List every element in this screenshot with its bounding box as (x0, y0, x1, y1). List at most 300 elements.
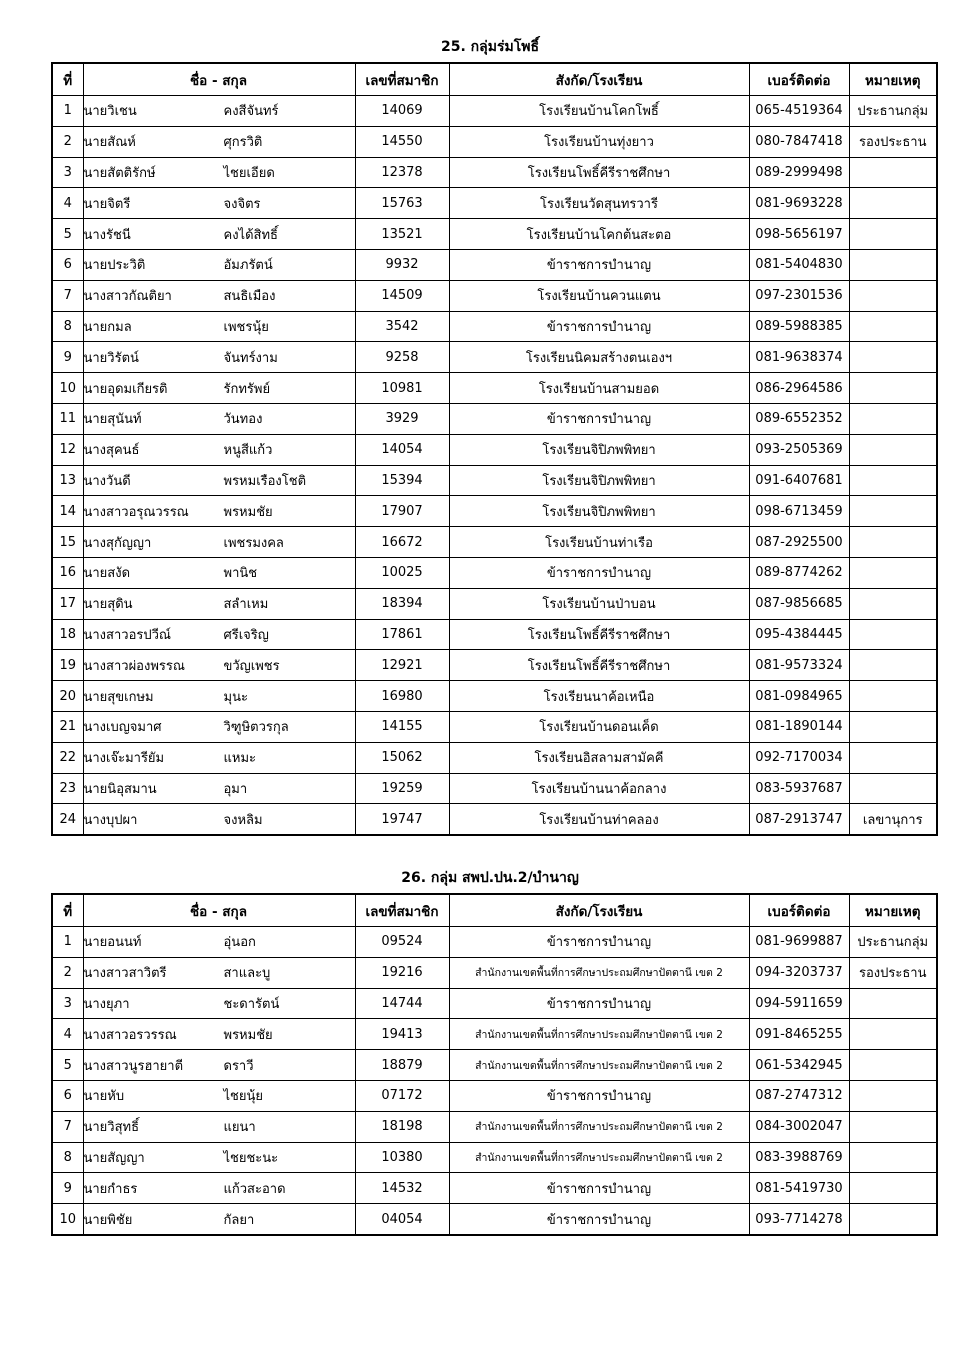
last-name: สลำเหม (223, 597, 269, 613)
table-row (52, 988, 937, 1019)
first-name: นายสุดิน (83, 597, 133, 613)
table-row (52, 557, 937, 588)
cell-row-number: 16 (52, 557, 83, 588)
cell-phone: 080-7847418 (749, 126, 849, 157)
cell-full-name (83, 557, 355, 588)
table-row (52, 1173, 937, 1204)
cell-note (849, 711, 937, 742)
cell-row-number: 15 (52, 527, 83, 558)
cell-row-number: 4 (52, 188, 83, 219)
table-row (52, 249, 937, 280)
first-name: นายวิเชน (83, 104, 137, 120)
cell-school: โรงเรียนจิปิภพพิทยา (449, 496, 749, 527)
last-name: ไชยเอียด (223, 165, 275, 181)
first-name: นางยุภา (83, 996, 130, 1012)
last-name: พานิช (223, 566, 258, 582)
cell-school: ข้าราชการบำนาญ (449, 988, 749, 1019)
table-row (52, 711, 937, 742)
cell-school: ข้าราชการบำนาญ (449, 249, 749, 280)
cell-school: โรงเรียนบ้านป่าบอน (449, 588, 749, 619)
cell-phone: 087-2925500 (749, 527, 849, 558)
table-header-row (52, 894, 937, 927)
cell-member-number: 10380 (355, 1142, 449, 1173)
cell-member-number: 16980 (355, 681, 449, 712)
table-row (52, 527, 937, 558)
cell-row-number: 24 (52, 804, 83, 835)
first-name: นางรัชนี (83, 227, 131, 243)
cell-member-number: 18879 (355, 1050, 449, 1081)
cell-school: สำนักงานเขตพื้นที่การศึกษาประถมศึกษาปัตตานี เขต 2 (449, 1019, 749, 1050)
table-row (52, 126, 937, 157)
cell-note (849, 557, 937, 588)
cell-school: โรงเรียนบ้านโคกต้นสะตอ (449, 219, 749, 250)
cell-full-name (83, 496, 355, 527)
cell-row-number: 5 (52, 1050, 83, 1081)
cell-phone: 094-3203737 (749, 957, 849, 988)
first-name: นายประวิติ (83, 258, 146, 274)
first-name: นางวันดี (83, 473, 131, 489)
first-name: นางบุปผา (83, 812, 138, 828)
cell-row-number: 7 (52, 1111, 83, 1142)
cell-full-name (83, 1173, 355, 1204)
cell-phone: 061-5342945 (749, 1050, 849, 1081)
cell-row-number: 20 (52, 681, 83, 712)
last-name: พรหมชัย (223, 1027, 273, 1043)
cell-member-number: 10025 (355, 557, 449, 588)
cell-note (849, 1019, 937, 1050)
cell-note (849, 1111, 937, 1142)
cell-phone: 087-2747312 (749, 1080, 849, 1111)
cell-school: โรงเรียนจิปิภพพิทยา (449, 434, 749, 465)
cell-school: สำนักงานเขตพื้นที่การศึกษาประถมศึกษาปัตตานี เขต 2 (449, 1050, 749, 1081)
last-name: ไชยนุ้ย (223, 1089, 263, 1105)
cell-member-number: 14744 (355, 988, 449, 1019)
cell-phone: 093-7714278 (749, 1204, 849, 1235)
first-name: นายอุดมเกียรติ (83, 381, 168, 397)
table-row (52, 742, 937, 773)
cell-member-number: 18198 (355, 1111, 449, 1142)
first-name: นายสุขเกษม (83, 689, 154, 705)
cell-full-name (83, 157, 355, 188)
cell-note (849, 1050, 937, 1081)
cell-school: ข้าราชการบำนาญ (449, 557, 749, 588)
first-name: นางสาวผ่องพรรณ (83, 658, 185, 674)
last-name: พรหมเรืองโชติ (223, 473, 307, 489)
cell-phone: 087-9856685 (749, 588, 849, 619)
last-name: ศุกรวิติ (223, 135, 263, 151)
cell-member-number: 18394 (355, 588, 449, 619)
cell-full-name (83, 1019, 355, 1050)
cell-member-number: 3542 (355, 311, 449, 342)
cell-row-number: 8 (52, 1142, 83, 1173)
cell-full-name (83, 219, 355, 250)
cell-note (849, 249, 937, 280)
first-name: นางเบญจมาศ (83, 720, 162, 736)
header-member-no: เลขที่สมาชิก (355, 63, 449, 96)
header-name: ชื่อ - สกุล (83, 63, 355, 96)
cell-row-number: 2 (52, 126, 83, 157)
first-name: นางสาวนูรฮายาตี (83, 1058, 184, 1074)
last-name: ไชยชะนะ (223, 1150, 279, 1166)
cell-school: โรงเรียนนิคมสร้างตนเองฯ (449, 342, 749, 373)
cell-school: สำนักงานเขตพื้นที่การศึกษาประถมศึกษาปัตตานี เขต 2 (449, 1111, 749, 1142)
last-name: สนธิเมือง (223, 289, 276, 305)
cell-full-name (83, 681, 355, 712)
cell-note (849, 403, 937, 434)
cell-full-name (83, 373, 355, 404)
cell-row-number: 7 (52, 280, 83, 311)
last-name: จันทร์งาม (223, 350, 278, 366)
header-school: สังกัด/โรงเรียน (449, 63, 749, 96)
table-row (52, 280, 937, 311)
cell-row-number: 17 (52, 588, 83, 619)
cell-school: โรงเรียนโพธิ์คีรีราชศึกษา (449, 650, 749, 681)
first-name: นายอนนท์ (83, 935, 142, 951)
cell-full-name (83, 742, 355, 773)
first-name: นายกำธร (83, 1181, 138, 1197)
cell-note (849, 434, 937, 465)
cell-member-number: 10981 (355, 373, 449, 404)
cell-note (849, 311, 937, 342)
cell-member-number: 12378 (355, 157, 449, 188)
table-row (52, 403, 937, 434)
cell-row-number: 9 (52, 342, 83, 373)
cell-school: โรงเรียนบ้านโคกโพธิ์ (449, 96, 749, 127)
section-title-26: 26. กลุ่ม สพป.ปน.2/บำนาญ (401, 870, 579, 886)
cell-note (849, 1204, 937, 1235)
first-name: นายสัณห์ (83, 135, 136, 151)
cell-school: โรงเรียนบ้านท่าเรือ (449, 527, 749, 558)
table-row (52, 157, 937, 188)
cell-phone: 081-9693228 (749, 188, 849, 219)
cell-full-name (83, 1111, 355, 1142)
cell-member-number: 14069 (355, 96, 449, 127)
cell-full-name (83, 434, 355, 465)
cell-phone: 093-2505369 (749, 434, 849, 465)
cell-note: รองประธาน (849, 126, 937, 157)
cell-member-number: 15062 (355, 742, 449, 773)
cell-phone: 094-5911659 (749, 988, 849, 1019)
cell-phone: 081-5404830 (749, 249, 849, 280)
cell-phone: 089-8774262 (749, 557, 849, 588)
last-name: พรหมชัย (223, 504, 273, 520)
last-name: แยนา (223, 1120, 256, 1136)
cell-school: โรงเรียนนาค้อเหนือ (449, 681, 749, 712)
cell-note (849, 219, 937, 250)
last-name: ดราวี (223, 1058, 254, 1074)
cell-full-name (83, 280, 355, 311)
cell-note (849, 527, 937, 558)
cell-note (849, 773, 937, 804)
cell-full-name (83, 650, 355, 681)
cell-full-name (83, 711, 355, 742)
table-row (52, 1142, 937, 1173)
cell-member-number: 9258 (355, 342, 449, 373)
cell-note (849, 650, 937, 681)
header-note: หมายเหตุ (849, 63, 937, 96)
cell-full-name (83, 927, 355, 958)
table-row (52, 96, 937, 127)
first-name: นายสัญญา (83, 1150, 145, 1166)
cell-phone: 089-5988385 (749, 311, 849, 342)
cell-phone: 081-0984965 (749, 681, 849, 712)
cell-row-number: 9 (52, 1173, 83, 1204)
table-row (52, 588, 937, 619)
roster-table-26 (51, 893, 938, 1236)
cell-row-number: 6 (52, 1080, 83, 1111)
cell-school: ข้าราชการบำนาญ (449, 927, 749, 958)
cell-row-number: 8 (52, 311, 83, 342)
cell-row-number: 13 (52, 465, 83, 496)
table-row (52, 496, 937, 527)
table-row (52, 773, 937, 804)
first-name: นางสุกัญญา (83, 535, 152, 551)
table-row (52, 1050, 937, 1081)
cell-row-number: 22 (52, 742, 83, 773)
first-name: นางสาวกัณติยา (83, 289, 172, 305)
section-title-25: 25. กลุ่มร่มโพธิ์ (441, 39, 539, 55)
cell-note (849, 373, 937, 404)
cell-row-number: 4 (52, 1019, 83, 1050)
cell-row-number: 3 (52, 157, 83, 188)
header-no: ที่ (52, 63, 83, 96)
last-name: ขวัญเพชร (223, 658, 280, 674)
cell-school: ข้าราชการบำนาญ (449, 403, 749, 434)
table-row (52, 1019, 937, 1050)
cell-note (849, 619, 937, 650)
cell-school: ข้าราชการบำนาญ (449, 1080, 749, 1111)
cell-phone: 098-5656197 (749, 219, 849, 250)
cell-note (849, 1080, 937, 1111)
last-name: รักทรัพย์ (223, 381, 271, 397)
cell-phone: 086-2964586 (749, 373, 849, 404)
last-name: สาและบู (223, 966, 271, 982)
cell-member-number: 17907 (355, 496, 449, 527)
cell-phone: 097-2301536 (749, 280, 849, 311)
cell-member-number: 14509 (355, 280, 449, 311)
cell-member-number: 14155 (355, 711, 449, 742)
cell-school: สำนักงานเขตพื้นที่การศึกษาประถมศึกษาปัตตานี เขต 2 (449, 1142, 749, 1173)
cell-note: ประธานกลุ่ม (849, 96, 937, 127)
cell-full-name (83, 957, 355, 988)
cell-member-number: 07172 (355, 1080, 449, 1111)
cell-full-name (83, 588, 355, 619)
cell-phone: 089-2999498 (749, 157, 849, 188)
first-name: นายพิชัย (83, 1212, 133, 1228)
cell-row-number: 3 (52, 988, 83, 1019)
last-name: เพชรนุ้ย (223, 319, 269, 335)
last-name: กัลยา (223, 1212, 255, 1228)
cell-note (849, 988, 937, 1019)
cell-row-number: 18 (52, 619, 83, 650)
first-name: นางสุคนธ์ (83, 443, 140, 459)
table-row (52, 681, 937, 712)
first-name: นายวิสุทธิ์ (83, 1120, 140, 1136)
cell-full-name (83, 988, 355, 1019)
last-name: วิฑูษิตวรกุล (223, 720, 289, 736)
cell-member-number: 9932 (355, 249, 449, 280)
first-name: นายหับ (83, 1089, 125, 1105)
header-school: สังกัด/โรงเรียน (449, 894, 749, 927)
last-name: ชะดารัตน์ (223, 996, 280, 1012)
first-name: นายจิตรี (83, 196, 131, 212)
cell-school: โรงเรียนบ้านทุ่งยาว (449, 126, 749, 157)
cell-phone: 087-2913747 (749, 804, 849, 835)
cell-row-number: 21 (52, 711, 83, 742)
cell-phone: 083-3988769 (749, 1142, 849, 1173)
roster-table-25 (51, 62, 938, 836)
cell-member-number: 13521 (355, 219, 449, 250)
cell-school: โรงเรียนจิปิภพพิทยา (449, 465, 749, 496)
table-row (52, 804, 937, 835)
last-name: แหมะ (223, 751, 256, 767)
cell-note (849, 496, 937, 527)
first-name: นายสุนันท์ (83, 412, 142, 428)
cell-school: โรงเรียนบ้านสามยอด (449, 373, 749, 404)
cell-note (849, 742, 937, 773)
cell-member-number: 16672 (355, 527, 449, 558)
table-row (52, 1080, 937, 1111)
last-name: อุมา (223, 781, 248, 797)
header-member-no: เลขที่สมาชิก (355, 894, 449, 927)
cell-phone: 095-4384445 (749, 619, 849, 650)
first-name: นางสาวสาวิตรี (83, 966, 167, 982)
first-name: นางเจ๊ะมารียัม (83, 751, 165, 767)
cell-row-number: 6 (52, 249, 83, 280)
cell-note: รองประธาน (849, 957, 937, 988)
cell-full-name (83, 527, 355, 558)
cell-note (849, 1173, 937, 1204)
cell-row-number: 1 (52, 96, 83, 127)
cell-full-name (83, 311, 355, 342)
cell-member-number: 15394 (355, 465, 449, 496)
table-row (52, 311, 937, 342)
table-header-row (52, 63, 937, 96)
cell-school: โรงเรียนวัดสุนทรวารี (449, 188, 749, 219)
cell-full-name (83, 1204, 355, 1235)
table-row (52, 1204, 937, 1235)
cell-member-number: 12921 (355, 650, 449, 681)
cell-phone: 091-8465255 (749, 1019, 849, 1050)
first-name: นายกมล (83, 319, 132, 335)
last-name: ศรีเจริญ (223, 627, 269, 643)
cell-school: โรงเรียนบ้านควนแตน (449, 280, 749, 311)
table-row (52, 957, 937, 988)
cell-school: โรงเรียนอิสลามสามัคคี (449, 742, 749, 773)
cell-phone: 091-6407681 (749, 465, 849, 496)
table-row (52, 927, 937, 958)
table-row (52, 219, 937, 250)
cell-row-number: 12 (52, 434, 83, 465)
cell-row-number: 1 (52, 927, 83, 958)
cell-note: เลขานุการ (849, 804, 937, 835)
cell-full-name (83, 804, 355, 835)
cell-member-number: 04054 (355, 1204, 449, 1235)
cell-school: โรงเรียนบ้านนาค้อกลาง (449, 773, 749, 804)
first-name: นายสงัด (83, 566, 131, 582)
cell-note (849, 588, 937, 619)
cell-note (849, 280, 937, 311)
cell-full-name (83, 188, 355, 219)
cell-phone: 084-3002047 (749, 1111, 849, 1142)
last-name: หนูสีแก้ว (223, 443, 273, 459)
cell-phone: 081-9638374 (749, 342, 849, 373)
cell-note: ประธานกลุ่ม (849, 927, 937, 958)
cell-member-number: 09524 (355, 927, 449, 958)
cell-full-name (83, 249, 355, 280)
cell-full-name (83, 1050, 355, 1081)
table-row (52, 465, 937, 496)
cell-full-name (83, 96, 355, 127)
header-name: ชื่อ - สกุล (83, 894, 355, 927)
cell-school: โรงเรียนโพธิ์คีรีราชศึกษา (449, 619, 749, 650)
cell-phone: 089-6552352 (749, 403, 849, 434)
cell-member-number: 19413 (355, 1019, 449, 1050)
cell-member-number: 14054 (355, 434, 449, 465)
first-name: นายนิอุสมาน (83, 781, 157, 797)
cell-row-number: 2 (52, 957, 83, 988)
cell-row-number: 5 (52, 219, 83, 250)
cell-school: ข้าราชการบำนาญ (449, 1173, 749, 1204)
table-row (52, 434, 937, 465)
cell-full-name (83, 619, 355, 650)
cell-note (849, 342, 937, 373)
table-row (52, 342, 937, 373)
cell-phone: 098-6713459 (749, 496, 849, 527)
last-name: อุ่นอก (223, 935, 256, 951)
cell-note (849, 188, 937, 219)
last-name: คงสีจันทร์ (223, 104, 279, 120)
cell-member-number: 15763 (355, 188, 449, 219)
cell-row-number: 10 (52, 1204, 83, 1235)
cell-row-number: 23 (52, 773, 83, 804)
table-row (52, 650, 937, 681)
cell-phone: 065-4519364 (749, 96, 849, 127)
cell-row-number: 11 (52, 403, 83, 434)
cell-school: โรงเรียนบ้านท่าคลอง (449, 804, 749, 835)
cell-phone: 081-5419730 (749, 1173, 849, 1204)
last-name: คงได้สิทธิ์ (223, 227, 278, 243)
cell-note (849, 157, 937, 188)
cell-row-number: 14 (52, 496, 83, 527)
cell-note (849, 465, 937, 496)
header-no: ที่ (52, 894, 83, 927)
last-name: อัมภรัตน์ (223, 258, 273, 274)
cell-full-name (83, 403, 355, 434)
cell-member-number: 19216 (355, 957, 449, 988)
cell-member-number: 19747 (355, 804, 449, 835)
cell-phone: 092-7170034 (749, 742, 849, 773)
table-row (52, 619, 937, 650)
first-name: นายวิรัตน์ (83, 350, 139, 366)
first-name: นางสาวอรุณวรรณ (83, 504, 189, 520)
cell-school: ข้าราชการบำนาญ (449, 311, 749, 342)
cell-phone: 081-9699887 (749, 927, 849, 958)
last-name: แก้วสะอาด (223, 1181, 286, 1197)
cell-member-number: 19259 (355, 773, 449, 804)
cell-row-number: 10 (52, 373, 83, 404)
cell-school: ข้าราชการบำนาญ (449, 1204, 749, 1235)
header-note: หมายเหตุ (849, 894, 937, 927)
cell-member-number: 17861 (355, 619, 449, 650)
last-name: เพชรมงคล (223, 535, 284, 551)
last-name: วันทอง (223, 412, 263, 428)
table-row (52, 373, 937, 404)
cell-full-name (83, 126, 355, 157)
cell-full-name (83, 773, 355, 804)
header-phone: เบอร์ติดต่อ (749, 894, 849, 927)
cell-school: โรงเรียนโพธิ์คีรีราชศึกษา (449, 157, 749, 188)
